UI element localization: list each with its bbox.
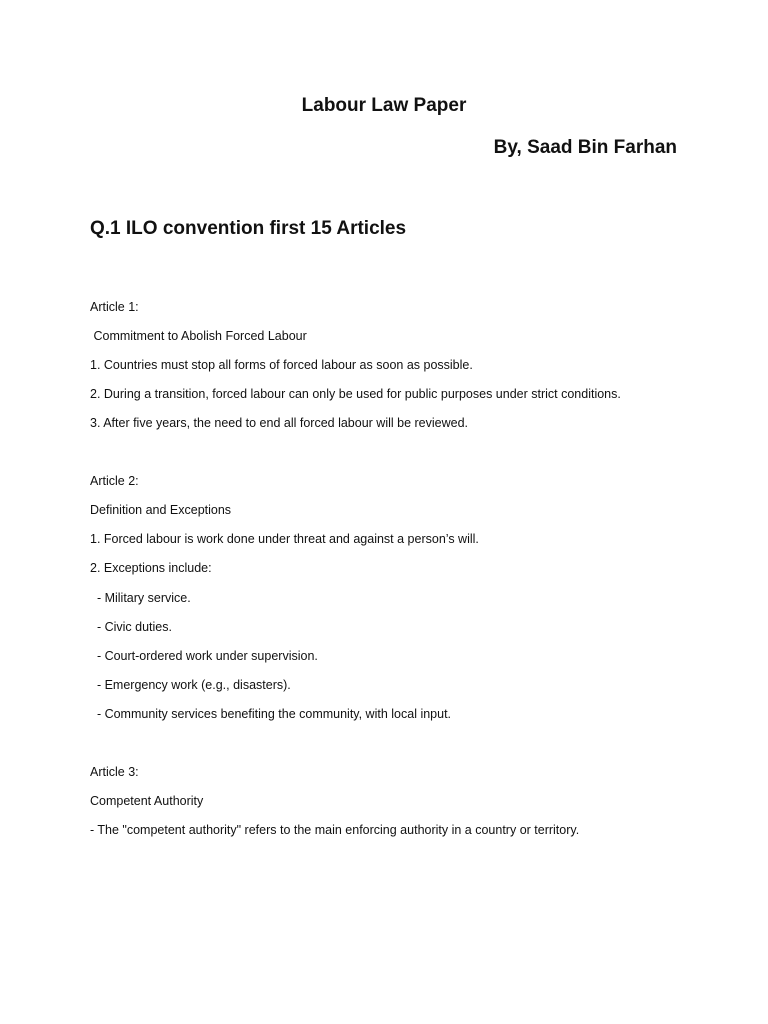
article-2-subtitle: Definition and Exceptions [90,503,232,517]
article-2-point-1: 1. Forced labour is work done under threat and against a person’s will. [90,532,479,546]
article-1-label: Article 1: [90,300,139,314]
article-2-point-2: 2. Exceptions include: [90,561,212,575]
article-1-point-3: 3. After five years, the need to end all forced labour will be reviewed. [90,416,468,430]
article-1-point-1: 1. Countries must stop all forms of forced labour as soon as possible. [90,358,473,372]
article-3-point-1: - The "competent authority" refers to the main enforcing authority in a country or territory. [90,823,580,837]
article-2-exception-4: - Emergency work (e.g., disasters). [90,678,291,692]
article-1-subtitle: Commitment to Abolish Forced Labour [90,329,307,343]
article-2-exception-2: - Civic duties. [90,620,172,634]
article-3-subtitle: Competent Authority [90,794,204,808]
question-heading: Q.1 ILO convention first 15 Articles [90,218,407,239]
article-3-label: Article 3: [90,765,139,779]
document-title: Labour Law Paper [301,95,467,116]
article-2-exception-3: - Court-ordered work under supervision. [90,649,318,663]
article-2-exception-5: - Community services benefiting the community, with local input. [90,707,452,721]
article-1-point-2: 2. During a transition, forced labour can only be used for public purposes under strict conditions. [90,387,621,401]
article-2-exception-1: - Military service. [90,591,191,605]
document-author: By, Saad Bin Farhan [493,137,677,158]
article-2-label: Article 2: [90,474,139,488]
